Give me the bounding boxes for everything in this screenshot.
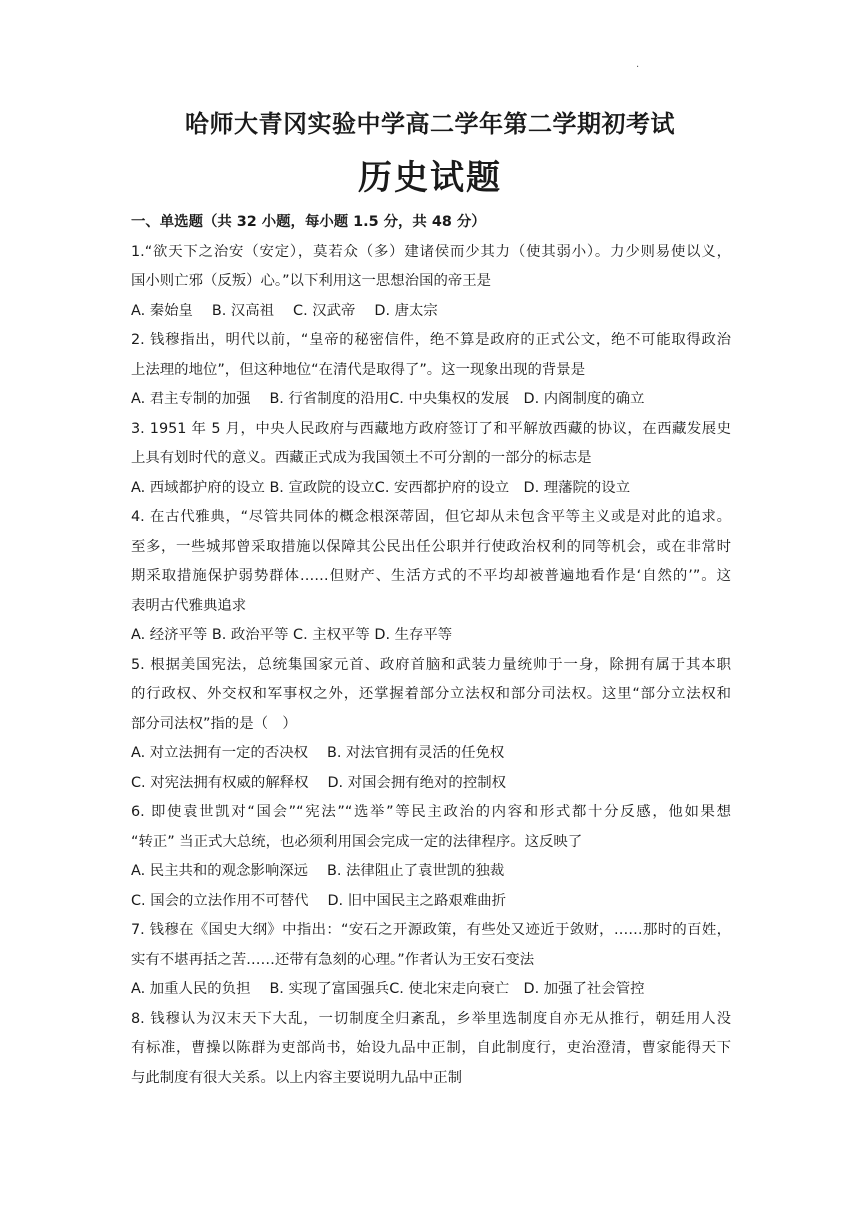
question-text-line: 与此制度有很大关系。以上内容主要说明九品中正制: [131, 1069, 462, 1086]
question-text-line: 期采取措施保护弱势群体……但财产、生活方式的不平均却被普遍地看作是‘自然的’”。这: [131, 568, 731, 584]
question-text-line: 2. 钱穆指出，明代以前，“皇帝的秘密信件，绝不算是政府的正式公文，绝不可能取得政治: [131, 332, 731, 348]
question-options: C. 国会的立法作用不可替代 D. 旧中国民主之路艰难曲折: [131, 892, 506, 909]
question-text-line: 部分司法权”指的是（ ）: [131, 715, 297, 732]
question-5: [131, 651, 731, 799]
question-text-line: 1.“欲天下之治安（安定），莫若众（多）建诸侯而少其力（使其弱小）。力少则易使以义，: [131, 243, 731, 260]
question-text-line: 国小则亡邪（反叛）心。”以下利用这一思想治国的帝王是: [131, 273, 492, 289]
subject-title: 历史试题: [358, 158, 502, 198]
question-text-line: 的行政权、外交权和军事权之外，还掌握着部分立法权和部分司法权。这里“部分立法权和: [131, 686, 731, 702]
question-options: C. 对宪法拥有权威的解释权 D. 对国会拥有绝对的控制权: [131, 774, 506, 791]
question-options: A. 西域都护府的设立 B. 宣政院的设立C. 安西都护府的设立 D. 理藩院的设立: [131, 479, 631, 496]
question-text-line: 上具有划时代的意义。西藏正式成为我国领土不可分割的一部分的标志是: [131, 450, 592, 466]
question-text-line: 7. 钱穆在《国史大纲》中指出：“安石之开源政策，有些处又迹近于敛财，……那时的百姓，: [131, 922, 731, 938]
question-text-line: 3. 1951 年 5 月，中央人民政府与西藏地方政府签订了和平解放西藏的协议，在西藏发展史: [131, 420, 731, 437]
question-1: [131, 238, 731, 327]
question-text-line: 5. 根据美国宪法，总统集国家元首、政府首脑和武装力量统帅于一身，除拥有属于其本职: [131, 656, 731, 673]
question-options: A. 秦始皇 B. 汉高祖 C. 汉武帝 D. 唐太宗: [131, 302, 438, 319]
question-options: A. 加重人民的负担 B. 实现了富国强兵C. 使北宋走向衰亡 D. 加强了社会管控: [131, 981, 645, 997]
question-text-line: “转正” 当正式大总统，也必须利用国会完成一定的法律程序。这反映了: [131, 833, 583, 850]
question-text-line: 上法理的地位”，但这种地位“在清代是取得了”。这一现象出现的背景是: [131, 361, 586, 378]
question-options: A. 对立法拥有一定的否决权 B. 对法官拥有灵活的任免权: [131, 745, 505, 761]
question-2: [131, 326, 731, 415]
section-heading: 一、单选题（共 32 小题，每小题 1.5 分，共 48 分）: [131, 214, 486, 230]
question-8: [131, 1005, 731, 1094]
question-options: A. 君主专制的加强 B. 行省制度的沿用C. 中央集权的发展 D. 内阁制度的确立: [131, 391, 645, 407]
question-text-line: 有标准，曹操以陈群为吏部尚书，始设九品中正制，自此制度行，吏治澄清，曹家能得天下: [131, 1040, 731, 1056]
question-3: [131, 415, 731, 504]
question-7: [131, 916, 731, 1005]
question-text-line: 至多，一些城邦曾采取措施以保障其公民出任公职并行使政治权利的同等机会，或在非常时: [131, 538, 731, 555]
question-text-line: 8. 钱穆认为汉末天下大乱，一切制度全归紊乱，乡举里选制度自亦无从推行，朝廷用人没: [131, 1010, 731, 1027]
question-text-line: 实有不堪再括之苦……还带有急刻的心理。”作者认为王安石变法: [131, 951, 535, 968]
question-4: [131, 503, 731, 651]
question-options: A. 经济平等 B. 政治平等 C. 主权平等 D. 生存平等: [131, 627, 453, 643]
school-title: 哈师大青冈实验中学高二学年第二学期初考试: [185, 110, 675, 138]
question-options: A. 民主共和的观念影响深远 B. 法律阻止了袁世凯的独裁: [131, 863, 505, 879]
corner-mark: ·: [636, 62, 640, 73]
question-text-line: 表明古代雅典追求: [131, 597, 247, 614]
exam-content: [131, 208, 731, 1093]
question-6: [131, 798, 731, 916]
question-text-line: 4. 在古代雅典，“尽管共同体的概念根深蒂固，但它却从未包含平等主义或是对此的追求。: [131, 509, 731, 525]
question-text-line: 6. 即使袁世凯对“国会”“宪法”“选举”等民主政治的内容和形式都十分反感，他如果想: [131, 804, 731, 820]
